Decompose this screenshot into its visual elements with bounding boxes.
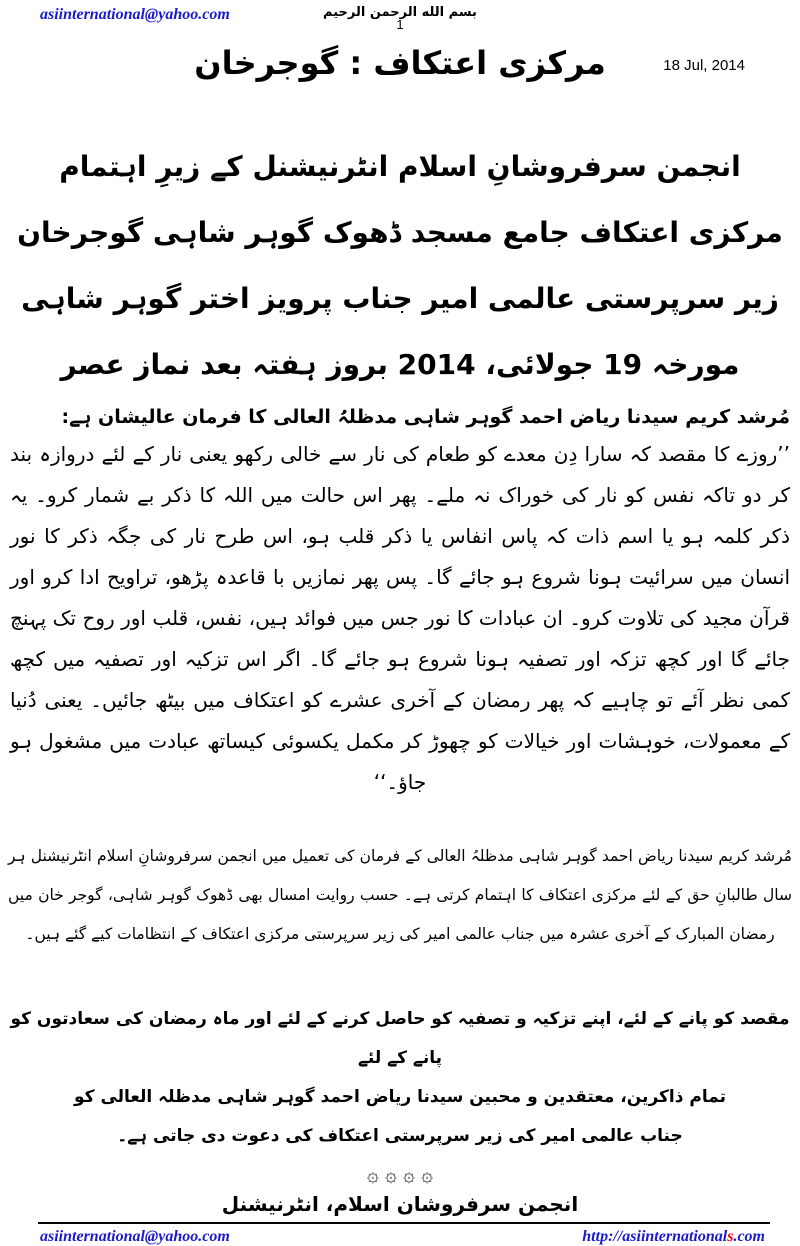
page-title: مرکزی اعتکاف : گوجرخان: [194, 44, 606, 82]
invitation-line-1: مقصد کو پانے کے لئے، اپنے تزکیہ و تصفیہ کو حاصل کرنے کے لئے اور ماہ رمضان کی سعادتوں کو پانے کے لئے: [10, 1009, 790, 1068]
headline-line-2: مرکزی اعتکاف جامع مسجد ڈھوک گوہر شاہی گوجرخان: [17, 216, 783, 249]
headline-line-4: مورخہ 19 جولائی، 2014 بروز ہفتہ بعد نماز عصر: [60, 348, 740, 381]
footer-url-red-s: s: [727, 1228, 734, 1245]
headline-line-3: زیر سرپرستی عالمی امیر جناب پرویز اختر گوہر شاہی: [21, 282, 779, 315]
headline-block: [0, 134, 800, 398]
footer-url-suffix: .com: [733, 1228, 765, 1245]
farman-intro: مُرشد کریم سیدنا ریاض احمد گوہر شاہی مدظلہُ العالی کا فرمان عالیشان ہے:: [61, 406, 790, 428]
header-email-link[interactable]: asiinternational@yahoo.com: [40, 6, 230, 23]
farman-quote: ’’روزے کا مقصد کہ سارا دِن معدے کو طعام کی نار سے خالی رکھو یعنی نار کے لئے دروازہ بند کر دو تاکہ نفس کو نار کی خوراک نہ ملے۔ پھر اس حالت میں اللہ کا ذکر بے شمار کرو۔ یہ ذکر کلمہ ہو یا اسم ذات کہ پاس انفاس یا ذکر قلب ہو، اس طرح نار کی جگہ ذکر کا نور انسان میں سرائیت ہونا شروع ہو جائے گا۔ پس پھر نمازیں با قاعدہ پڑھو، تراویح ادا کرو اور قرآن مجید کی تلاوت کرو۔ ان عبادات کا نور جس میں فوائد ہیں، نفس، قلب اور روح تک پہنچ جائے گا اور کچھ تزکہ اور تصفیہ ہونا شروع ہو جائے گا۔ اگر اس تزکیہ اور تصفیہ میں کچھ کمی نظر آئے تو چاہیے کہ پھر رمضان کے آخری عشرے کو اعتکاف میں بیٹھ جائیں۔ یعنی دُنیا کے معمولات، خوہشات اور خیالات کو چھوڑ کر مکمل یکسوئی کیساتھ عبادت میں مشغول ہو جاؤ۔‘‘: [10, 442, 790, 794]
invitation-line-3: جناب عالمی امیر کی زیر سرپرستی اعتکاف کی دعوت دی جاتی ہے۔: [117, 1126, 683, 1146]
headline-line-1: انجمن سرفروشانِ اسلام انٹرنیشنل کے زیرِ اہتمام: [59, 150, 741, 183]
page-number: 1: [396, 17, 404, 32]
bismillah-text: بسم الله الرحمن الرحيم: [323, 5, 477, 20]
invitation-line-2: تمام ذاکرین، معتقدین و محبین سیدنا ریاض احمد گوہر شاہی مدظلہ العالی کو: [74, 1087, 726, 1107]
document-date: 18 Jul, 2014: [663, 57, 745, 74]
ornament-stars-icon: ۞ ۞ ۞ ۞: [367, 1162, 433, 1186]
footer-row: [0, 1224, 800, 1246]
invitation-block: [0, 1000, 800, 1156]
footer-website-link[interactable]: [582, 1228, 765, 1246]
organization-name: انجمن سرفروشان اسلام، انٹرنیشنل: [221, 1192, 579, 1216]
footer-url-prefix: http://asiinternational: [582, 1228, 728, 1245]
footer-email-link[interactable]: asiinternational@yahoo.com: [40, 1228, 230, 1245]
body-paragraph: مُرشد کریم سیدنا ریاض احمد گوہر شاہی مدظلہُ العالی کے فرمان کی تعمیل میں انجمن سرفروشانِ اسلام انٹرنیشنل ہر سال طالبانِ حق کے لئے مرکزی اعتکاف کا اہتمام کرتی ہے۔ حسب روایت امسال بھی ڈھوک گوہر شاہی، گوجر خان میں رمضان المبارک کے آخری عشرہ میں جناب عالمی امیر کی زیر سرپرستی مرکزی اعتکاف کے انتظامات کیے گئے ہیں۔: [8, 847, 792, 943]
